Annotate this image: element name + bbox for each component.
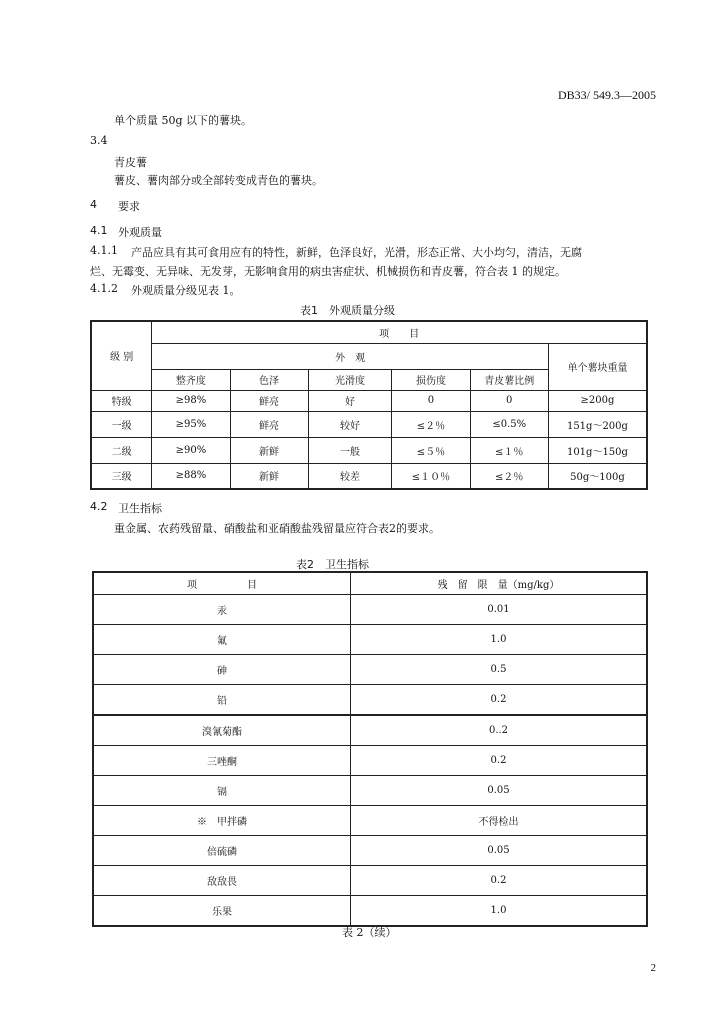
table-row — [91, 411, 647, 437]
grade-cell: 二级 — [91, 437, 152, 463]
smoothness-cell: 较差 — [308, 463, 392, 489]
damage-cell: 0 — [392, 390, 470, 411]
table-row — [93, 595, 647, 625]
color-cell: 新鲜 — [230, 463, 308, 489]
col-smoothness: 光滑度 — [308, 369, 392, 390]
weight-header: 单个薯块重量 — [548, 343, 647, 390]
table-row — [93, 806, 647, 836]
grade-header: 级 别 — [91, 321, 152, 390]
table-row — [91, 437, 647, 463]
section-4-1-1-text-line1: 产品应具有其可食用应有的特性，新鲜，色泽良好，光滑，形态正常、大小均匀，清洁，无腐 — [131, 246, 582, 259]
table-row — [93, 866, 647, 896]
col-color: 色泽 — [230, 369, 308, 390]
weight-cell: 101g～150g — [548, 437, 647, 463]
hygiene-indicator-table — [92, 571, 648, 927]
item-cell: 三唑酮 — [93, 746, 351, 776]
item-cell: 铅 — [93, 685, 351, 716]
uniformity-cell: ≥95% — [152, 411, 230, 437]
limit-cell: 0.5 — [351, 655, 648, 685]
weight-cell: 50g～100g — [548, 463, 647, 489]
item-header: 项 目 — [152, 321, 647, 343]
limit-cell: 1.0 — [351, 896, 648, 927]
item-cell: 镉 — [93, 776, 351, 806]
limit-cell: 0.01 — [351, 595, 648, 625]
page-number: 2 — [650, 962, 656, 974]
item-cell: ※ 甲拌磷 — [93, 806, 351, 836]
term-definition: 薯皮、薯肉部分或全部转变成青色的薯块。 — [114, 174, 323, 187]
uniformity-cell: ≥88% — [152, 463, 230, 489]
limit-cell: 0.2 — [351, 746, 648, 776]
limit-header: 残 留 限 量（mg/kg） — [351, 572, 648, 595]
color-cell: 鲜亮 — [230, 390, 308, 411]
table1-title: 表1 外观质量分级 — [300, 304, 395, 317]
table-row — [93, 685, 647, 716]
table-row — [93, 776, 647, 806]
table-row — [93, 896, 647, 927]
limit-cell: 0..2 — [351, 715, 648, 746]
damage-cell: ≤５％ — [392, 437, 470, 463]
item-cell: 溴氰菊酯 — [93, 715, 351, 746]
grade-cell: 三级 — [91, 463, 152, 489]
smoothness-cell: 好 — [308, 390, 392, 411]
limit-cell: 0.2 — [351, 685, 648, 716]
section-4-title: 要求 — [118, 200, 140, 213]
section-4-2-number: 4.2 — [90, 500, 108, 513]
section-4-1-number: 4.1 — [90, 224, 108, 237]
weight-cell: ≥200g — [548, 390, 647, 411]
grade-cell: 一级 — [91, 411, 152, 437]
grade-cell: 特级 — [91, 390, 152, 411]
section-3-4-number: 3.4 — [90, 134, 108, 147]
color-cell: 鲜亮 — [230, 411, 308, 437]
definition-continuation: 单个质量 50g 以下的薯块。 — [114, 114, 253, 127]
section-4-1-2-text: 外观质量分级见表 1。 — [131, 284, 241, 297]
table-row — [93, 625, 647, 655]
item-cell: 倍硫磷 — [93, 836, 351, 866]
item-cell: 乐果 — [93, 896, 351, 927]
limit-cell: 0.2 — [351, 866, 648, 896]
item-header: 项 目 — [93, 572, 351, 595]
item-cell: 氟 — [93, 625, 351, 655]
table-row — [93, 655, 647, 685]
term-name: 青皮薯 — [114, 156, 147, 169]
col-green-ratio: 青皮薯比例 — [470, 369, 548, 390]
table2-title: 表2 卫生指标 — [296, 558, 369, 571]
section-4-1-2-number: 4.1.2 — [90, 282, 118, 295]
section-4-1-1-number: 4.1.1 — [90, 244, 118, 257]
section-4-1-1-text-line2: 烂、无霉变、无异味、无发芽，无影响食用的病虫害症状、机械损伤和青皮薯，符合表 1 的规定。 — [90, 265, 566, 278]
table-row — [93, 836, 647, 866]
uniformity-cell: ≥90% — [152, 437, 230, 463]
limit-cell: 0.05 — [351, 836, 648, 866]
uniformity-cell: ≥98% — [152, 390, 230, 411]
section-4-2-title: 卫生指标 — [118, 502, 162, 515]
smoothness-cell: 较好 — [308, 411, 392, 437]
table-row — [93, 715, 647, 746]
col-uniformity: 整齐度 — [152, 369, 230, 390]
table-row — [91, 463, 647, 489]
item-cell: 汞 — [93, 595, 351, 625]
section-4-2-text: 重金属、农药残留量、硝酸盐和亚硝酸盐残留量应符合表2的要求。 — [114, 522, 440, 535]
section-4-1-title: 外观质量 — [118, 226, 162, 239]
weight-cell: 151g～200g — [548, 411, 647, 437]
table-row — [93, 746, 647, 776]
damage-cell: ≤１０％ — [392, 463, 470, 489]
appearance-quality-table — [90, 320, 648, 490]
green-ratio-cell: ≤１％ — [470, 437, 548, 463]
appearance-header: 外 观 — [152, 343, 549, 369]
limit-cell: 不得检出 — [351, 806, 648, 836]
col-damage: 损伤度 — [392, 369, 470, 390]
section-4-number: 4 — [90, 198, 97, 211]
green-ratio-cell: 0 — [470, 390, 548, 411]
limit-cell: 0.05 — [351, 776, 648, 806]
table-row — [91, 390, 647, 411]
color-cell: 新鲜 — [230, 437, 308, 463]
smoothness-cell: 一般 — [308, 437, 392, 463]
green-ratio-cell: ≤２％ — [470, 463, 548, 489]
item-cell: 敌敌畏 — [93, 866, 351, 896]
damage-cell: ≤２％ — [392, 411, 470, 437]
green-ratio-cell: ≤0.5% — [470, 411, 548, 437]
table2-continued-caption: 表 2（续） — [342, 926, 397, 939]
item-cell: 砷 — [93, 655, 351, 685]
standard-number: DB33/ 549.3—2005 — [557, 88, 656, 102]
limit-cell: 1.0 — [351, 625, 648, 655]
